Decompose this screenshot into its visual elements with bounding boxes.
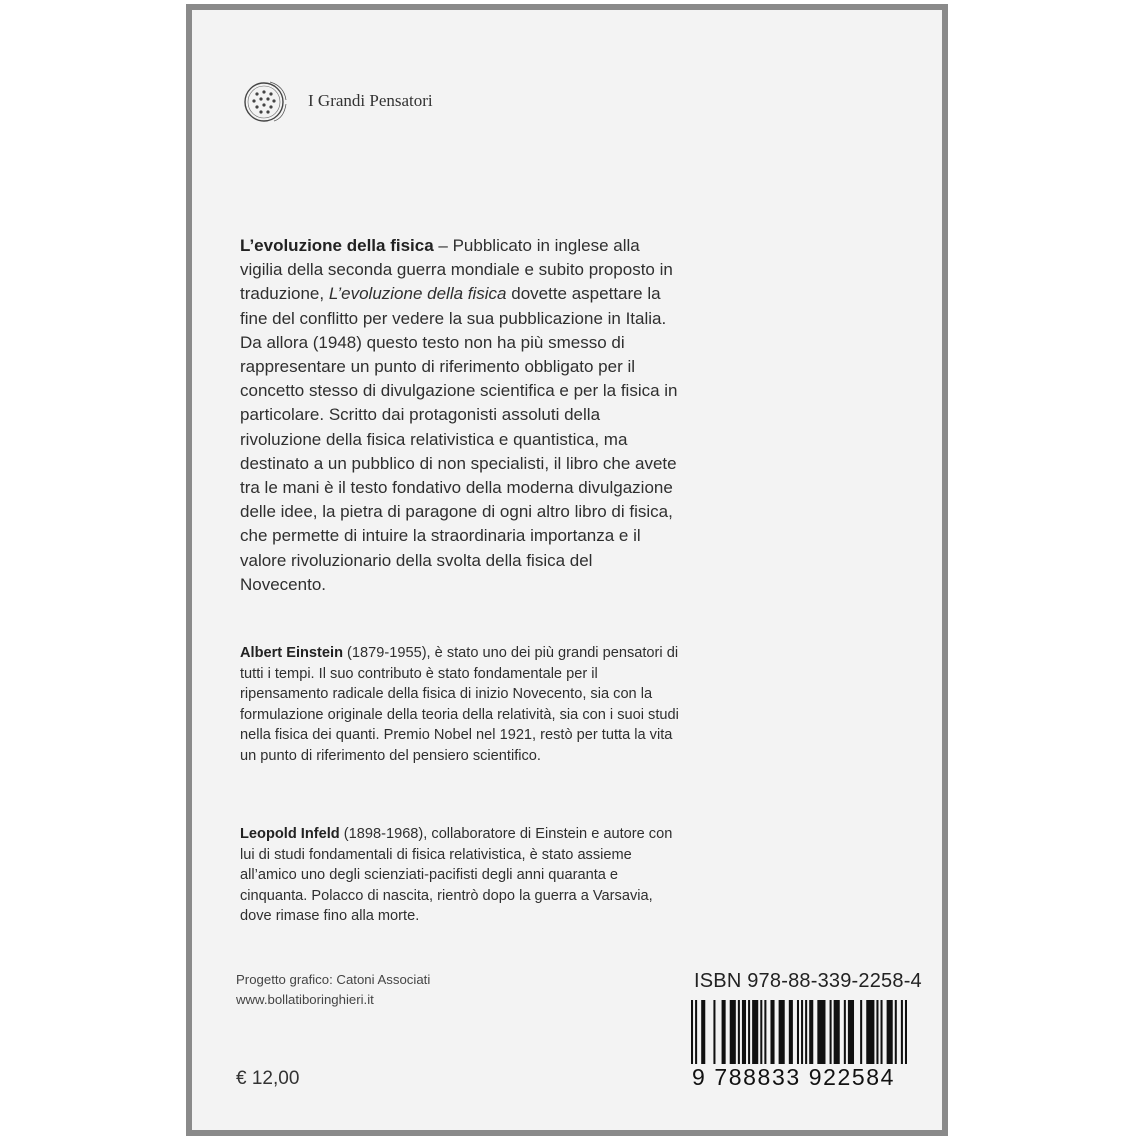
publisher-website: www.bollatiboringhieri.it <box>236 992 374 1007</box>
author-bio-text: (1879-1955), è stato uno dei più grandi pensatori di tutti i tempi. Il suo contributo è stato fondamentale per il ripensamento radicale della fisica di inizio Novecento, sia con la formulazione originale della teoria della relatività, sia con i suoi studi nella fisica dei quanti. Premio Nobel nel 1921, restò per tutta la vita un punto di riferimento del pensiero scientifico. <box>240 645 679 764</box>
credits <box>236 970 430 1010</box>
barcode-bar <box>876 1000 878 1064</box>
barcode-bar <box>860 1000 862 1064</box>
book-title: L’evoluzione della fisica <box>240 236 434 255</box>
isbn-barcode <box>689 1000 909 1064</box>
series-name: I Grandi Pensatori <box>308 91 433 110</box>
barcode-bar <box>834 1000 840 1064</box>
barcode-bar <box>817 1000 825 1064</box>
author-name: Albert Einstein <box>240 645 343 661</box>
barcode-bar <box>748 1000 750 1064</box>
barcode-bar <box>805 1000 807 1064</box>
barcode-bar <box>752 1000 758 1064</box>
series-header <box>240 76 433 126</box>
barcode-bar <box>701 1000 705 1064</box>
publisher-seal-logo <box>240 74 294 128</box>
description-part-1: – Pubblicato in inglese alla vigilia della seconda guerra mondiale e subito proposto in traduzione, <box>240 236 673 304</box>
barcode-bar <box>730 1000 736 1064</box>
barcode-bar <box>695 1000 697 1064</box>
barcode-bar <box>866 1000 874 1064</box>
barcode-bar <box>895 1000 897 1064</box>
book-title-italic: L’evoluzione della fisica <box>328 284 507 304</box>
barcode-bar <box>797 1000 799 1064</box>
barcode-digits: 9 788833 922584 <box>692 1064 896 1090</box>
barcode-bar <box>881 1000 883 1064</box>
barcode-bar <box>848 1000 854 1064</box>
barcode-bar <box>789 1000 793 1064</box>
barcode-bar <box>801 1000 803 1064</box>
barcode-bar <box>760 1000 762 1064</box>
price: € 12,00 <box>236 1068 300 1089</box>
design-credit: Progetto grafico: Catoni Associati <box>236 972 431 987</box>
author-bio-text: (1898-1968), collaboratore di Einstein e autore con lui di studi fondamentali di fisica relativistica, è stato assieme all’amico uno degli scienziati-pacifisti degli anni quaranta e cinquanta. Polacco di nascita, rientrò dopo la guerra a Varsavia, dove rimase fino alla morte. <box>240 826 673 924</box>
author-bio-infeld <box>240 824 680 927</box>
barcode-bar <box>779 1000 785 1064</box>
author-bio-einstein <box>240 643 680 766</box>
description-part-2: dovette aspettare la fine del conflitto per vedere la sua pubblicazione in Italia. Da allora (1948) questo testo non ha più smesso di rappresentare un punto di riferimento obbligato per il concetto stesso di divulgazione scientifica e per la fisica in particolare. Scritto dai protagonisti assoluti della rivoluzione della fisica relativistica e quantistica, ma destinato a un pubblico di non specialisti, il libro che avete tra le mani è il testo fondativo della moderna divulgazione delle idee, la pietra di paragone di ogni altro libro di fisica, che permette di intuire la straordinaria importanza e il valore rivoluzionario della svolta della fisica del Novecento. <box>240 284 678 594</box>
barcode-bar <box>722 1000 726 1064</box>
barcode-bar <box>738 1000 740 1064</box>
barcode-bar <box>844 1000 846 1064</box>
author-name: Leopold Infeld <box>240 826 340 842</box>
barcode-bar <box>901 1000 903 1064</box>
book-description <box>240 234 680 597</box>
barcode-bar <box>809 1000 813 1064</box>
barcode-bar <box>764 1000 766 1064</box>
barcode-bar <box>770 1000 774 1064</box>
barcode-bar <box>887 1000 893 1064</box>
barcode-bar <box>742 1000 746 1064</box>
isbn-label: ISBN 978-88-339-2258-4 <box>694 970 922 992</box>
book-back-cover <box>186 4 948 1136</box>
barcode-bar <box>713 1000 715 1064</box>
barcode-bar <box>830 1000 832 1064</box>
barcode-bar <box>691 1000 693 1064</box>
barcode-bar <box>905 1000 907 1064</box>
